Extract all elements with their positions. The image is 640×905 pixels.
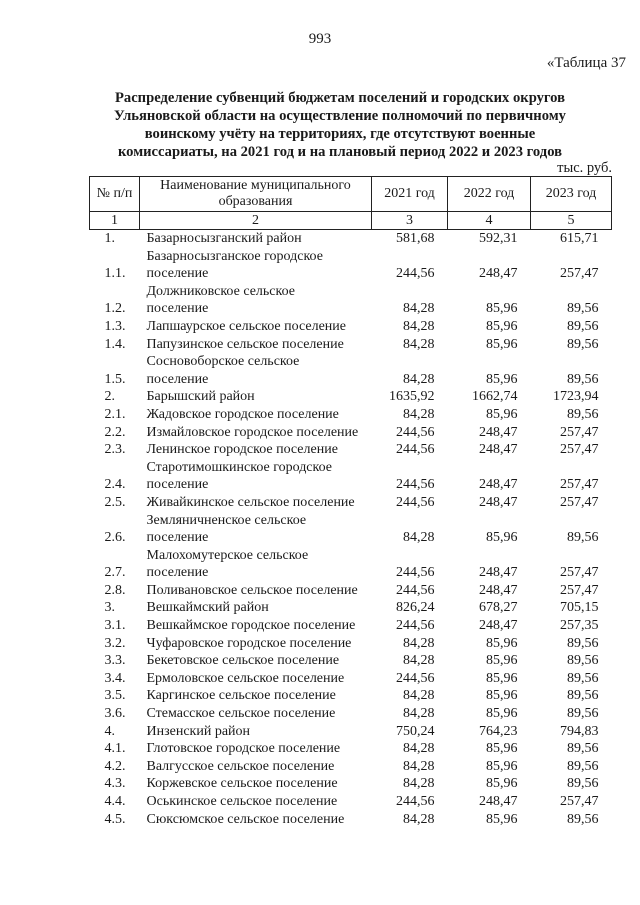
value-2021: 244,56: [396, 442, 435, 458]
table-row: [90, 740, 612, 758]
municipality-name-line: поселение: [146, 565, 209, 581]
municipality-name: [140, 723, 372, 741]
value-2021: 244,56: [396, 424, 435, 440]
table-row: [90, 775, 612, 793]
row-number: 2.6.: [104, 530, 126, 546]
value-2021: 244,56: [396, 565, 435, 581]
value-2022: 248,47: [479, 618, 518, 634]
municipality-name-line: поселение: [146, 371, 209, 387]
value-2021: 84,28: [403, 301, 435, 317]
municipality-name: [140, 740, 372, 758]
title-line: комиссариаты, на 2021 год и на плановый период 2022 и 2023 годов: [117, 144, 563, 160]
header-2022: 2022 год: [448, 177, 531, 212]
value-2021: 581,68: [396, 231, 435, 246]
table-row: [90, 635, 612, 653]
value-2021: 84,28: [403, 406, 435, 422]
row-number: 2.8.: [104, 582, 126, 598]
value-2023: 257,47: [560, 424, 599, 440]
municipality-name-line: Коржевское сельское поселение: [146, 776, 338, 792]
municipality-name-line: поселение: [146, 301, 209, 317]
column-index: 5: [531, 212, 612, 230]
municipality-name-line: Валгусское сельское поселение: [146, 758, 335, 774]
row-number: 3.3.: [104, 653, 126, 669]
row-number: 1.1.: [104, 266, 126, 282]
municipality-name: [140, 775, 372, 793]
municipality-name: [140, 388, 372, 406]
municipality-name-line: Папузинское сельское поселение: [146, 336, 344, 352]
column-index: 1: [90, 212, 140, 230]
value-2021: 84,28: [403, 530, 435, 546]
table-row: [90, 424, 612, 442]
municipality-name: [140, 635, 372, 653]
value-2021: 244,56: [396, 477, 435, 493]
value-2021: 750,24: [396, 723, 435, 739]
value-2023: 1723,94: [553, 389, 599, 405]
value-2021: 244,56: [396, 670, 435, 686]
table-row: [90, 283, 612, 318]
municipality-name: [140, 652, 372, 670]
row-number: 4.3.: [104, 776, 126, 792]
value-2021: 84,28: [403, 741, 435, 757]
page-number: 993: [308, 31, 332, 47]
value-2021: 84,28: [403, 653, 435, 669]
municipality-name: [140, 582, 372, 600]
municipality-name: [140, 599, 372, 617]
value-2023: 89,56: [567, 670, 599, 686]
value-2022: 85,96: [486, 688, 518, 704]
municipality-name-line: Ермоловское сельское поселение: [146, 670, 345, 686]
municipality-name-line: Чуфаровское городское поселение: [146, 635, 352, 651]
municipality-name: [140, 318, 372, 336]
column-index-row: [90, 212, 612, 230]
municipality-name-line: Малохомутерское сельское: [146, 547, 309, 563]
value-2022: 85,96: [486, 758, 518, 774]
value-2021: 84,28: [403, 776, 435, 792]
value-2023: 257,47: [560, 266, 599, 282]
municipality-name: [140, 353, 372, 388]
value-2023: 89,56: [567, 811, 599, 827]
header-name: Наименование муниципального образования: [140, 177, 372, 212]
municipality-name: [140, 494, 372, 512]
title-line: воинскому учёту на территориях, где отсутствуют военные: [144, 126, 536, 142]
municipality-name: [140, 687, 372, 705]
table-row: [90, 599, 612, 617]
table-row: [90, 388, 612, 406]
subventions-table: [89, 176, 612, 828]
municipality-name-line: Вешкаймский район: [146, 600, 269, 616]
municipality-name-line: Поливановское сельское поселение: [146, 582, 358, 598]
title-line: Распределение субвенций бюджетам поселений и городских округов: [114, 90, 565, 106]
municipality-name-line: Базарносызганское городское: [146, 248, 323, 264]
municipality-name: [140, 670, 372, 688]
row-number: 2.4.: [104, 477, 126, 493]
municipality-name-line: Инзенский район: [146, 723, 251, 739]
value-2021: 84,28: [403, 318, 435, 334]
value-2021: 244,56: [396, 266, 435, 282]
table-row: [90, 512, 612, 547]
municipality-name-line: Глотовское городское поселение: [146, 741, 341, 757]
value-2022: 85,96: [486, 741, 518, 757]
table-row: [90, 441, 612, 459]
value-2022: 85,96: [486, 811, 518, 827]
header-2021: 2021 год: [372, 177, 448, 212]
value-2023: 257,47: [560, 477, 599, 493]
value-2022: 85,96: [486, 371, 518, 387]
value-2023: 89,56: [567, 301, 599, 317]
table-row: [90, 459, 612, 494]
municipality-name: [140, 283, 372, 318]
value-2023: 257,47: [560, 794, 599, 809]
row-number: 4.4.: [104, 794, 126, 809]
value-2022: 248,47: [479, 582, 518, 598]
row-number: 3.2.: [104, 635, 126, 651]
row-number: 2.2.: [104, 424, 126, 440]
value-2022: 248,47: [479, 442, 518, 458]
municipality-name-line: Должниковское сельское: [146, 283, 295, 299]
municipality-name-line: поселение: [146, 477, 209, 493]
value-2022: 85,96: [486, 301, 518, 317]
column-index: 2: [140, 212, 372, 230]
table-row: [90, 723, 612, 741]
row-number: 3.4.: [104, 670, 126, 686]
value-2023: 89,56: [567, 758, 599, 774]
value-2022: 85,96: [486, 635, 518, 651]
value-2022: 678,27: [479, 600, 518, 616]
table-row: [90, 547, 612, 582]
table-row: [90, 248, 612, 283]
title-line: Ульяновской области на осуществление полномочий по первичному: [114, 108, 566, 124]
municipality-name-line: поселение: [146, 530, 209, 546]
header-2023: 2023 год: [531, 177, 612, 212]
row-number: 1.2.: [104, 301, 126, 317]
row-number: 2.: [104, 389, 115, 405]
value-2021: 84,28: [403, 811, 435, 827]
table-body: [90, 230, 612, 829]
municipality-name-line: Стемасское сельское поселение: [146, 706, 336, 722]
table-row: [90, 687, 612, 705]
value-2021: 244,56: [396, 618, 435, 634]
value-2023: 257,47: [560, 442, 599, 458]
municipality-name-line: Базарносызганский район: [146, 231, 302, 246]
municipality-name-line: Вешкаймское городское поселение: [146, 618, 356, 634]
value-2023: 794,83: [560, 723, 599, 739]
value-2021: 84,28: [403, 758, 435, 774]
municipality-name-line: Барышский район: [146, 389, 255, 405]
value-2021: 84,28: [403, 635, 435, 651]
value-2023: 89,56: [567, 530, 599, 546]
value-2021: 244,56: [396, 582, 435, 598]
value-2022: 248,47: [479, 424, 518, 440]
municipality-name-line: Ленинское городское поселение: [146, 442, 338, 458]
municipality-name: [140, 459, 372, 494]
value-2023: 89,56: [567, 318, 599, 334]
value-2022: 85,96: [486, 653, 518, 669]
municipality-name: [140, 336, 372, 354]
value-2023: 705,15: [560, 600, 599, 616]
value-2022: 85,96: [486, 706, 518, 722]
document-title: [60, 89, 620, 161]
value-2023: 89,56: [567, 635, 599, 651]
value-2021: 826,24: [396, 600, 435, 616]
municipality-name: [140, 230, 372, 248]
value-2022: 85,96: [486, 336, 518, 352]
value-2023: 89,56: [567, 776, 599, 792]
row-number: 4.1.: [104, 741, 126, 757]
value-2023: 89,56: [567, 688, 599, 704]
municipality-name-line: Каргинское сельское поселение: [146, 688, 336, 704]
table-header-row: [90, 177, 612, 212]
table-row: [90, 793, 612, 811]
value-2022: 248,47: [479, 794, 518, 809]
value-2021: 84,28: [403, 371, 435, 387]
table-row: [90, 811, 612, 829]
value-2022: 248,47: [479, 494, 518, 510]
value-2021: 84,28: [403, 688, 435, 704]
value-2022: 85,96: [486, 530, 518, 546]
value-2022: 1662,74: [472, 389, 518, 405]
value-2023: 89,56: [567, 741, 599, 757]
row-number: 3.6.: [104, 706, 126, 722]
municipality-name: [140, 758, 372, 776]
row-number: 2.3.: [104, 442, 126, 458]
header-num: № п/п: [90, 177, 140, 212]
table-row: [90, 494, 612, 512]
row-number: 3.5.: [104, 688, 126, 704]
value-2023: 257,47: [560, 494, 599, 510]
table-row: [90, 353, 612, 388]
value-2023: 89,56: [567, 706, 599, 722]
value-2021: 1635,92: [389, 389, 435, 405]
value-2021: 84,28: [403, 336, 435, 352]
value-2023: 89,56: [567, 371, 599, 387]
value-2023: 89,56: [567, 336, 599, 352]
value-2022: 248,47: [479, 266, 518, 282]
municipality-name-line: Сосновоборское сельское: [146, 354, 300, 370]
value-2021: 244,56: [396, 794, 435, 809]
value-2022: 85,96: [486, 318, 518, 334]
municipality-name: [140, 512, 372, 547]
row-number: 4.2.: [104, 758, 126, 774]
table-row: [90, 318, 612, 336]
municipality-name: [140, 793, 372, 811]
table-row: [90, 230, 612, 248]
row-number: 1.5.: [104, 371, 126, 387]
value-2022: 764,23: [479, 723, 518, 739]
municipality-name: [140, 811, 372, 829]
value-2023: 89,56: [567, 406, 599, 422]
row-number: 3.: [104, 600, 115, 616]
table-row: [90, 652, 612, 670]
value-2022: 85,96: [486, 776, 518, 792]
municipality-name-line: Земляничненское сельское: [146, 512, 307, 528]
row-number: 1.3.: [104, 318, 126, 334]
column-index: 4: [448, 212, 531, 230]
municipality-name-line: Старотимошкинское городское: [146, 459, 332, 475]
table-row: [90, 406, 612, 424]
row-number: 4.: [104, 723, 115, 739]
table-row: [90, 670, 612, 688]
table-reference: «Таблица 37: [546, 55, 626, 71]
municipality-name-line: Оськинское сельское поселение: [146, 794, 338, 809]
value-2022: 248,47: [479, 565, 518, 581]
row-number: 2.5.: [104, 494, 126, 510]
units-label: тыс. руб.: [557, 160, 612, 176]
value-2021: 84,28: [403, 706, 435, 722]
value-2023: 257,35: [560, 618, 599, 634]
municipality-name-line: Жадовское городское поселение: [146, 406, 339, 422]
municipality-name-line: Сюксюмское сельское поселение: [146, 811, 345, 827]
municipality-name-line: Бекетовское сельское поселение: [146, 653, 340, 669]
value-2023: 257,47: [560, 582, 599, 598]
municipality-name: [140, 248, 372, 283]
value-2022: 85,96: [486, 406, 518, 422]
municipality-name-line: Лапшаурское сельское поселение: [146, 318, 346, 334]
row-number: 1.4.: [104, 336, 126, 352]
row-number: 3.1.: [104, 618, 126, 634]
column-index: 3: [372, 212, 448, 230]
value-2023: 615,71: [560, 231, 599, 246]
municipality-name: [140, 441, 372, 459]
municipality-name: [140, 617, 372, 635]
row-number: 2.7.: [104, 565, 126, 581]
table-row: [90, 705, 612, 723]
municipality-name-line: поселение: [146, 266, 209, 282]
value-2022: 592,31: [479, 231, 518, 246]
table-row: [90, 336, 612, 354]
value-2021: 244,56: [396, 494, 435, 510]
row-number: 2.1.: [104, 406, 126, 422]
row-number: 4.5.: [104, 811, 126, 827]
value-2023: 89,56: [567, 653, 599, 669]
municipality-name: [140, 406, 372, 424]
municipality-name: [140, 547, 372, 582]
municipality-name: [140, 424, 372, 442]
table-row: [90, 758, 612, 776]
municipality-name-line: Измайловское городское поселение: [146, 424, 359, 440]
value-2023: 257,47: [560, 565, 599, 581]
municipality-name-line: Живайкинское сельское поселение: [146, 494, 355, 510]
table-row: [90, 617, 612, 635]
row-number: 1.: [104, 231, 115, 246]
table-row: [90, 582, 612, 600]
municipality-name: [140, 705, 372, 723]
value-2022: 248,47: [479, 477, 518, 493]
value-2022: 85,96: [486, 670, 518, 686]
